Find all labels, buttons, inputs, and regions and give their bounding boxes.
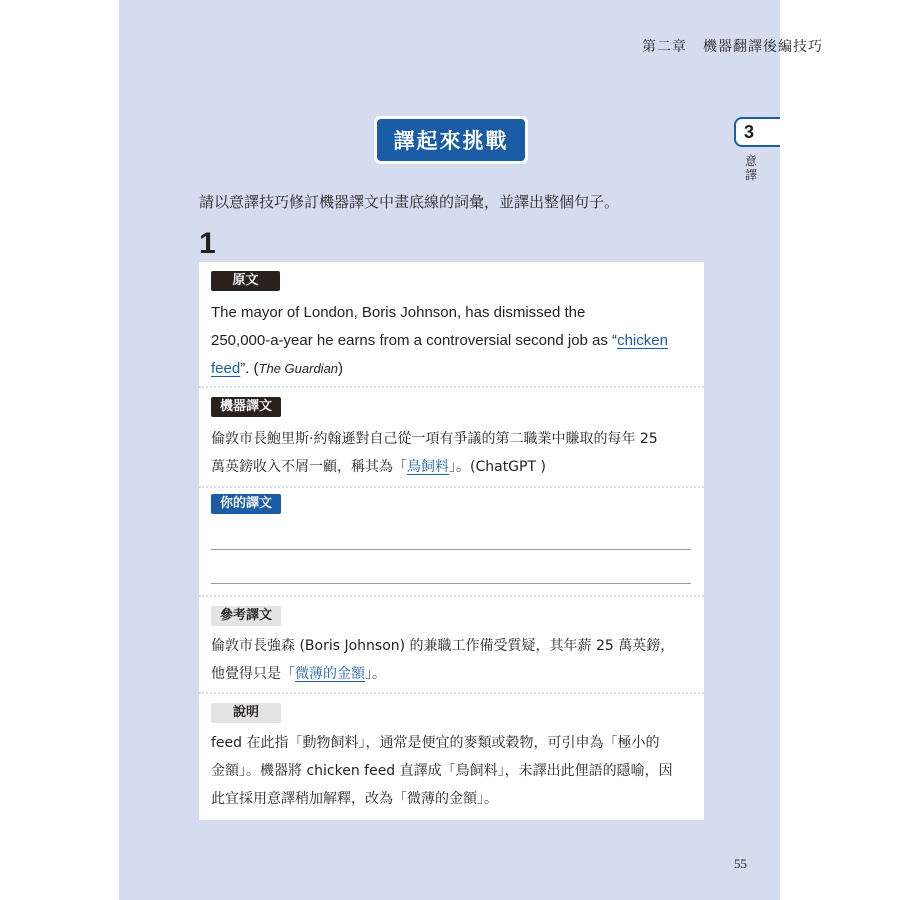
machine-translation-text xyxy=(211,425,696,481)
machine-line-1: 倫敦市長鮑里斯·約翰遜對自己從一項有爭議的第二職業中賺取的每年 25 xyxy=(211,431,658,447)
exercise-card xyxy=(199,262,704,820)
explanation-line-3: 此宜採用意譯稍加解釋，改為「微薄的金額」。 xyxy=(211,791,498,807)
highlight-meager-amount: 微薄的金額 xyxy=(295,666,365,682)
reference-translation-label: 參考譯文 xyxy=(211,606,281,626)
original-line-1: The mayor of London, Boris Johnson, has dismissed the xyxy=(211,304,586,321)
original-label: 原文 xyxy=(211,271,280,291)
machine-translation-label: 機器譯文 xyxy=(211,397,281,417)
your-translation-label: 你的譯文 xyxy=(211,494,281,514)
reference-translation-section xyxy=(199,597,704,693)
highlight-chicken: chicken xyxy=(617,332,668,349)
explanation-line-1: feed 在此指「動物飼料」，通常是便宜的麥類或穀物，可引申為「極小的 xyxy=(211,735,660,751)
original-line-3-text: ”. ( xyxy=(240,360,259,377)
running-header xyxy=(642,36,823,56)
section-title-badge xyxy=(374,116,528,164)
explanation-label: 說明 xyxy=(211,703,281,723)
machine-line-2-post: 」。(ChatGPT ) xyxy=(449,459,546,475)
chapter-title: 機器翻譯後編技巧 xyxy=(703,39,823,55)
chapter-number: 第二章 xyxy=(642,39,687,55)
machine-translation-section xyxy=(199,388,704,488)
instruction-text: 請以意譯技巧修訂機器譯文中畫底線的詞彙，並譯出整個句子。 xyxy=(199,193,620,211)
highlight-feed: feed xyxy=(211,360,241,377)
highlight-bird-feed: 鳥飼料 xyxy=(407,459,449,475)
exercise-number: 1 xyxy=(199,227,216,260)
original-line-2-text: 250,000-a-year he earns from a controversial second job as “ xyxy=(211,332,618,349)
reference-line-2-post: 」。 xyxy=(365,666,386,682)
explanation-section xyxy=(199,694,704,820)
original-line-2 xyxy=(211,327,696,355)
explanation-text xyxy=(211,729,696,813)
original-source: The Guardian xyxy=(258,361,339,376)
answer-line-1[interactable] xyxy=(211,549,691,550)
original-close: ) xyxy=(338,360,344,377)
answer-line-2[interactable] xyxy=(211,583,691,584)
reference-line-1: 倫敦市長強森 (Boris Johnson) 的兼職工作備受質疑，其年薪 25 萬英鎊， xyxy=(211,638,675,654)
section-title: 譯起來挑戰 xyxy=(377,119,525,161)
reference-translation-text xyxy=(211,632,696,688)
machine-line-2 xyxy=(211,453,696,481)
original-section xyxy=(199,262,704,386)
explanation-line-2: 金額」。機器將 chicken feed 直譯成「鳥飼料」，未譯出此俚語的隱喻，因 xyxy=(211,763,673,779)
original-text xyxy=(211,299,696,383)
your-translation-section xyxy=(199,488,704,594)
reference-line-2-pre: 他覺得只是「 xyxy=(211,666,295,682)
chapter-tab-text: 意譯 xyxy=(744,154,757,182)
chapter-tab-number: 3 xyxy=(734,117,780,147)
machine-line-2-pre: 萬英鎊收入不屑一顧，稱其為「 xyxy=(211,459,407,475)
original-line-3 xyxy=(211,355,696,383)
page-number: 55 xyxy=(734,856,747,871)
reference-line-2 xyxy=(211,660,696,688)
